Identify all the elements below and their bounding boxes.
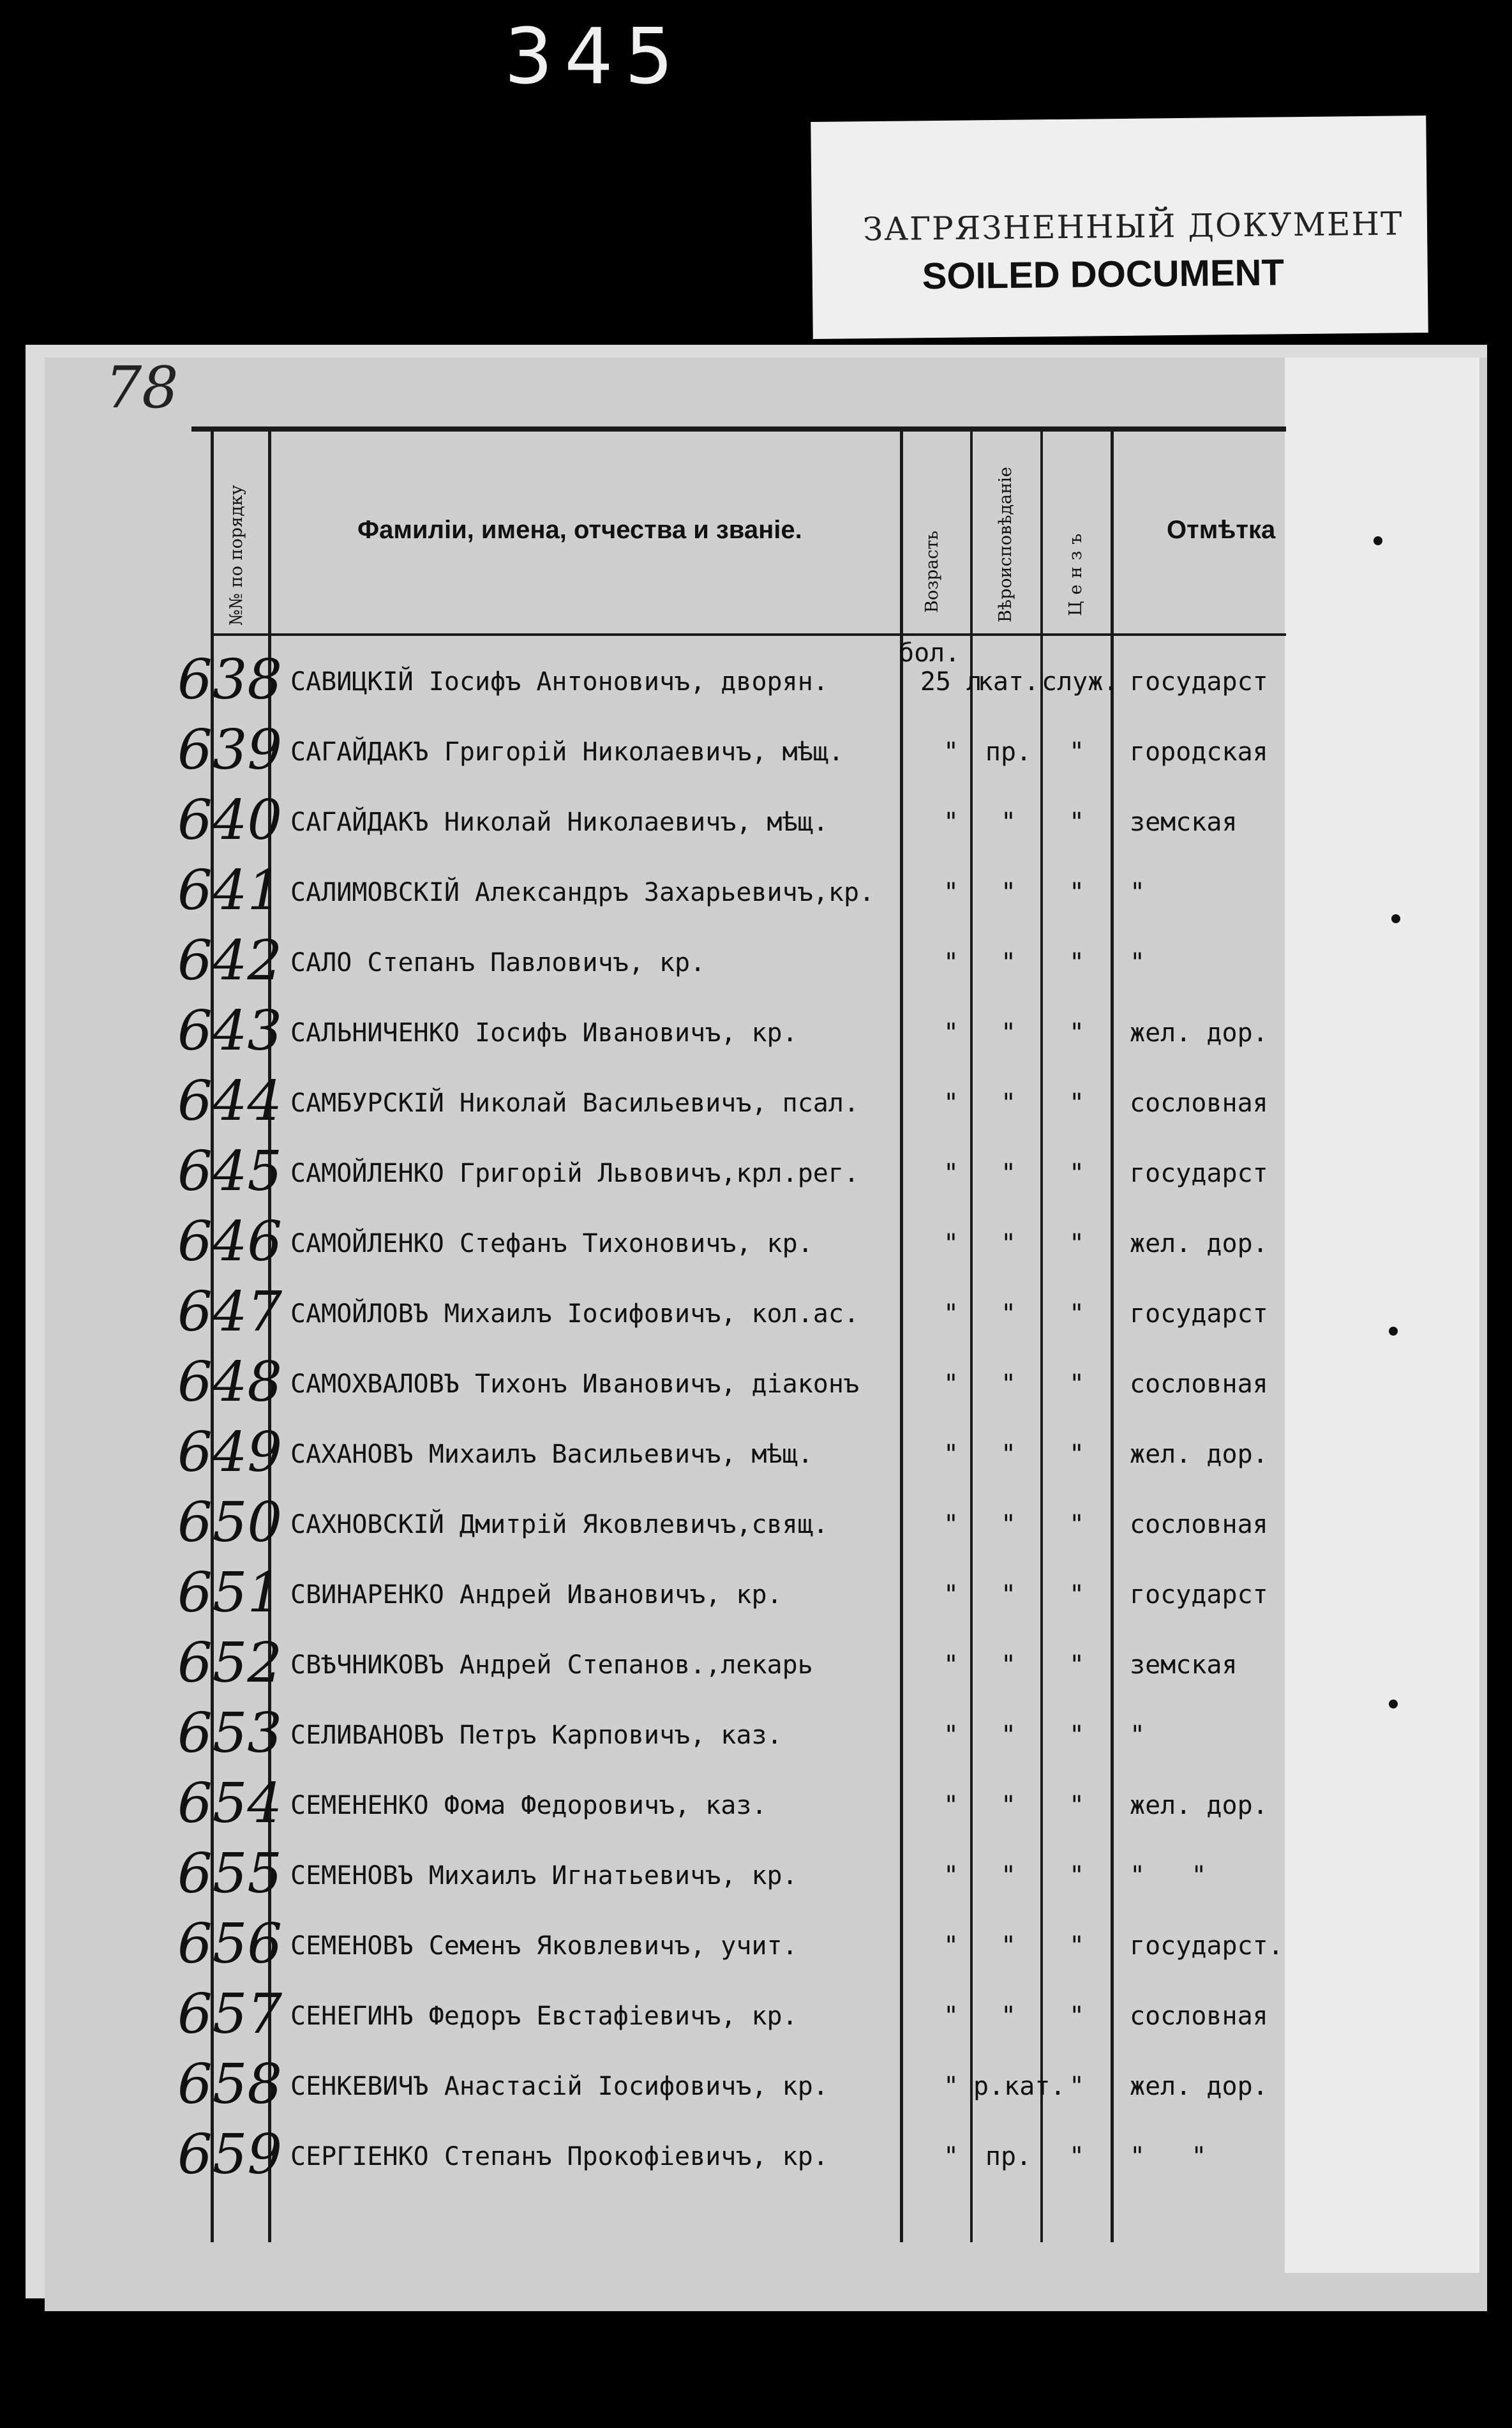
row-age: " (943, 1299, 959, 1329)
row-census: " (1068, 1299, 1085, 1329)
table-row (0, 1210, 1512, 1280)
row-religion: " (1000, 1440, 1017, 1469)
row-name: СЕНКЕВИЧЪ Анастасій Іосифовичъ, кр. (290, 2072, 828, 2101)
row-mark: государст. (1130, 1931, 1284, 1961)
row-religion: " (1000, 948, 1017, 977)
row-mark: " " (1130, 2142, 1207, 2171)
row-age: " (943, 1931, 959, 1961)
row-number: 647 (177, 1280, 283, 1344)
row-religion: " (1000, 1931, 1017, 1961)
row-name: САМОЙЛОВЪ Михаилъ Іосифовичъ, кол.ас. (290, 1299, 860, 1329)
row-religion: " (1000, 1721, 1017, 1750)
page-number: 78 (105, 354, 179, 421)
row-religion: " (1000, 1510, 1017, 1539)
row-name: САХАНОВЪ Михаилъ Васильевичъ, мѣщ. (290, 1440, 813, 1469)
row-number: 653 (177, 1701, 283, 1765)
row-number: 654 (177, 1772, 283, 1836)
header-religion: Вѣроисповѣданіе (996, 467, 1015, 622)
row-number: 651 (177, 1561, 283, 1625)
row-number: 652 (177, 1631, 283, 1695)
table-row (0, 859, 1512, 929)
row-mark: городская (1130, 737, 1268, 767)
header-bottom-rule (211, 633, 1286, 636)
row-mark: жел. дор. (1130, 1018, 1268, 1048)
row-age: " (943, 1791, 959, 1820)
row-census: " (1068, 1089, 1085, 1118)
row-name: СЕМЕНОВЪ Семенъ Яковлевичъ, учит. (290, 1931, 798, 1961)
row-mark: сословная (1130, 2002, 1268, 2031)
table-row (0, 999, 1512, 1069)
header-number: №№ по порядку (227, 485, 246, 626)
row-religion: " (1000, 1791, 1017, 1820)
row-census: " (1068, 948, 1085, 977)
row-mark: земская (1130, 808, 1238, 837)
header-age: Возрасть (922, 531, 942, 613)
row-census: " (1068, 1650, 1085, 1680)
row-number: 643 (177, 999, 283, 1063)
row-census: " (1068, 1159, 1085, 1188)
row-name: СЕЛИВАНОВЪ Петръ Карповичъ, каз. (290, 1721, 782, 1750)
row-age: " (943, 1580, 959, 1610)
row-census: " (1068, 1931, 1085, 1961)
table-row (0, 1561, 1512, 1631)
table-row (0, 788, 1512, 859)
table-row (0, 1350, 1512, 1421)
row-mark: " (1130, 948, 1146, 977)
row-religion: кат. (977, 667, 1040, 697)
row-age: " (943, 1229, 959, 1258)
row-name: САМОЙЛЕНКО Стефанъ Тихоновичъ, кр. (290, 1229, 813, 1258)
row-census: " (1068, 1861, 1085, 1890)
soiled-document-stamp (811, 116, 1428, 339)
table-row (0, 1912, 1512, 1982)
age-prefix: бол. (899, 638, 961, 668)
row-number: 644 (177, 1069, 283, 1133)
row-mark: жел. дор. (1130, 1229, 1268, 1258)
table-row (0, 1491, 1512, 1561)
row-mark: жел. дор. (1130, 2072, 1268, 2101)
row-mark: государст (1130, 1580, 1268, 1610)
row-name: САХНОВСКІЙ Дмитрій Яковлевичъ,свящ. (290, 1510, 828, 1539)
row-religion: " (1000, 1650, 1017, 1680)
row-census: " (1068, 1791, 1085, 1820)
row-census: " (1068, 1369, 1085, 1399)
row-age: " (943, 737, 959, 767)
row-religion: " (1000, 1089, 1017, 1118)
row-census: " (1068, 1229, 1085, 1258)
row-census: " (1068, 878, 1085, 907)
row-name: САГАЙДАКЪ Николай Николаевичъ, мѣщ. (290, 808, 828, 837)
row-religion: " (1000, 1229, 1017, 1258)
row-number: 646 (177, 1210, 283, 1274)
row-religion: " (1000, 1018, 1017, 1048)
row-age: " (943, 1018, 959, 1048)
row-name: СЕНЕГИНЪ Федоръ Евстафіевичъ, кр. (290, 2002, 798, 2031)
punch-dot (1374, 536, 1382, 545)
row-number: 655 (177, 1842, 283, 1906)
row-name: САЛО Степанъ Павловичъ, кр. (290, 948, 706, 977)
row-census: " (1068, 1580, 1085, 1610)
row-religion: р.кат. (973, 2072, 1066, 2101)
stamp-text-ru: ЗАГРЯЗНЕННЫЙ ДОКУМЕНТ (862, 205, 1403, 248)
row-name: САВИЦКІЙ Іосифъ Антоновичъ, дворян. (290, 667, 828, 697)
header-name: Фамиліи, имена, отчества и званіе. (357, 516, 802, 544)
row-age: " (943, 1159, 959, 1188)
row-number: 648 (177, 1350, 283, 1414)
header-mark: Отмѣтка (1167, 516, 1276, 544)
row-age: " (943, 2142, 959, 2171)
row-number: 645 (177, 1140, 283, 1203)
row-religion: " (1000, 1580, 1017, 1610)
row-religion: пр. (985, 737, 1032, 767)
row-number: 658 (177, 2053, 283, 2116)
table-row (0, 2123, 1512, 2193)
table-row (0, 1842, 1512, 1912)
table-row (0, 929, 1512, 999)
row-name: СЕМЕНОВЪ Михаилъ Игнатьевичъ, кр. (290, 1861, 798, 1890)
row-age: " (943, 1510, 959, 1539)
punch-dot (1391, 914, 1400, 923)
row-number: 640 (177, 788, 283, 852)
row-age: " (943, 2002, 959, 2031)
row-name: СЕМЕНЕНКО Фома Федоровичъ, каз. (290, 1791, 767, 1820)
row-census: " (1068, 2142, 1085, 2171)
row-mark: жел. дор. (1130, 1791, 1268, 1820)
row-name: СВИНАРЕНКО Андрей Ивановичъ, кр. (290, 1580, 782, 1610)
row-religion: " (1000, 1369, 1017, 1399)
row-number: 657 (177, 1982, 283, 2046)
row-number: 650 (177, 1491, 283, 1555)
row-mark: земская (1130, 1650, 1238, 1680)
row-census: " (1068, 1018, 1085, 1048)
row-age: " (943, 1089, 959, 1118)
row-name: САГАЙДАКЪ Григорій Николаевичъ, мѣщ. (290, 737, 844, 767)
row-census: " (1068, 2002, 1085, 2031)
row-number: 649 (177, 1421, 283, 1484)
table-row (0, 718, 1512, 788)
table-row (0, 1140, 1512, 1210)
row-mark: сословная (1130, 1089, 1268, 1118)
row-number: 639 (177, 718, 283, 782)
row-mark: государст (1130, 1159, 1268, 1188)
row-census: " (1068, 1440, 1085, 1469)
table-row (0, 648, 1512, 718)
row-age: 25 л (920, 667, 982, 697)
row-religion: " (1000, 1299, 1017, 1329)
table-row (0, 1631, 1512, 1701)
row-religion: пр. (985, 2142, 1032, 2171)
row-name: САМБУРСКІЙ Николай Васильевичъ, псал. (290, 1089, 860, 1118)
row-census: служ. (1042, 667, 1119, 697)
row-mark: " " (1130, 1861, 1207, 1890)
table-row (0, 1069, 1512, 1140)
row-name: САМОХВАЛОВЪ Тихонъ Ивановичъ, діаконъ (290, 1369, 860, 1399)
row-religion: " (1000, 2002, 1017, 2031)
punch-dot (1389, 1327, 1398, 1336)
table-row (0, 1421, 1512, 1491)
row-mark: жел. дор. (1130, 1440, 1268, 1469)
row-number: 641 (177, 859, 283, 923)
row-number: 642 (177, 929, 283, 993)
row-census: " (1068, 808, 1085, 837)
row-number: 659 (177, 2123, 283, 2187)
row-mark: " (1130, 878, 1146, 907)
row-age: " (943, 1369, 959, 1399)
punch-dot (1389, 1700, 1398, 1708)
row-name: САЛЬНИЧЕНКО Іосифъ Ивановичъ, кр. (290, 1018, 798, 1048)
row-age: " (943, 808, 959, 837)
table-row (0, 1701, 1512, 1772)
row-name: СЕРГІЕНКО Степанъ Прокофіевичъ, кр. (290, 2142, 828, 2171)
stamp-text-en: SOILED DOCUMENT (922, 252, 1285, 298)
table-row (0, 1982, 1512, 2053)
row-name: САЛИМОВСКІЙ Александръ Захарьевичъ,кр. (290, 878, 875, 907)
row-religion: " (1000, 808, 1017, 837)
row-census: " (1068, 737, 1085, 767)
row-age: " (943, 1440, 959, 1469)
row-census: " (1068, 1510, 1085, 1539)
row-mark: государст (1130, 667, 1268, 697)
row-age: " (943, 878, 959, 907)
row-census: " (1068, 2072, 1085, 2101)
row-census: " (1068, 1721, 1085, 1750)
row-religion: " (1000, 1861, 1017, 1890)
row-age: " (943, 948, 959, 977)
row-name: СВѢЧНИКОВЪ Андрей Степанов.,лекарь (290, 1650, 813, 1680)
row-age: " (943, 1721, 959, 1750)
row-mark: " (1130, 1721, 1146, 1750)
table-row (0, 1772, 1512, 1842)
table-top-rule (191, 426, 1286, 432)
row-number: 638 (177, 648, 283, 712)
row-name: САМОЙЛЕНКО Григорій Львовичъ,крл.рег. (290, 1159, 860, 1188)
frame-number: 345 (504, 13, 685, 102)
table-row (0, 1280, 1512, 1350)
row-age: " (943, 1650, 959, 1680)
row-mark: сословная (1130, 1510, 1268, 1539)
header-census: Цензъ (1066, 527, 1086, 616)
row-mark: государст (1130, 1299, 1268, 1329)
row-mark: сословная (1130, 1369, 1268, 1399)
row-religion: " (1000, 1159, 1017, 1188)
row-number: 656 (177, 1912, 283, 1976)
row-age: " (943, 1861, 959, 1890)
row-age: " (943, 2072, 959, 2101)
table-row (0, 2053, 1512, 2123)
row-religion: " (1000, 878, 1017, 907)
